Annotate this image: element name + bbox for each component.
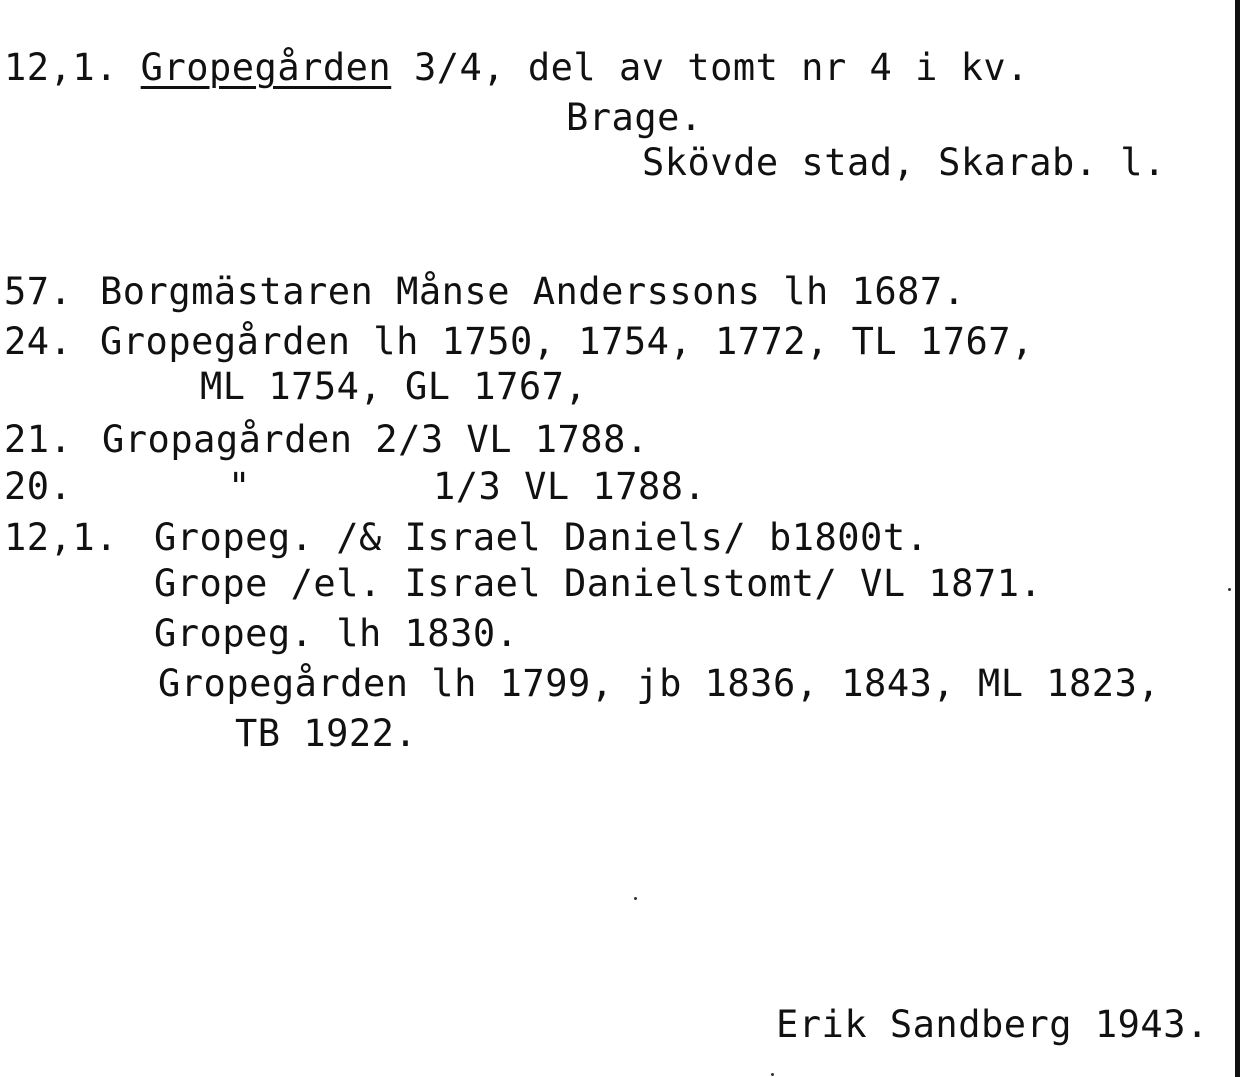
entry-ref: 12,1.: [4, 516, 118, 559]
scan-speck: [1228, 588, 1231, 591]
entry-text: " 1/3 VL 1788.: [228, 465, 707, 508]
signature: Erik Sandberg 1943.: [776, 1003, 1209, 1046]
entry-text: Borgmästaren Månse Anderssons lh 1687.: [100, 270, 966, 313]
entry-text: Gropeg. /& Israel Daniels/ b1800t.: [154, 516, 929, 559]
entry-ref: 21.: [4, 418, 73, 461]
entry-text: Grope /el. Israel Danielstomt/ VL 1871.: [154, 562, 1043, 605]
header-line-2: Brage.: [566, 96, 703, 139]
entry-ref: 57.: [4, 270, 73, 313]
header-line-3: Skövde stad, Skarab. l.: [642, 141, 1166, 184]
entry-text: Gropegården lh 1799, jb 1836, 1843, ML 1823,: [158, 662, 1161, 705]
entry-text: Gropeg. lh 1830.: [154, 612, 519, 655]
entry-text: Gropagården 2/3 VL 1788.: [102, 418, 649, 461]
entry-text: Gropegården lh 1750, 1754, 1772, TL 1767,: [100, 320, 1034, 363]
card-right-edge: [1235, 0, 1240, 1077]
header-number: 12,1.: [4, 46, 118, 89]
header-line-1: [4, 46, 1029, 90]
entry-ref: 24.: [4, 320, 73, 363]
header-place-name: Gropegården: [140, 46, 392, 89]
entry-text: TB 1922.: [235, 712, 418, 755]
scan-speck: [634, 897, 637, 900]
scan-speck: [771, 1073, 774, 1076]
entry-text: ML 1754, GL 1767,: [200, 365, 588, 408]
entry-ref: 20.: [4, 465, 73, 508]
header-line1-rest: 3/4, del av tomt nr 4 i kv.: [391, 46, 1029, 89]
